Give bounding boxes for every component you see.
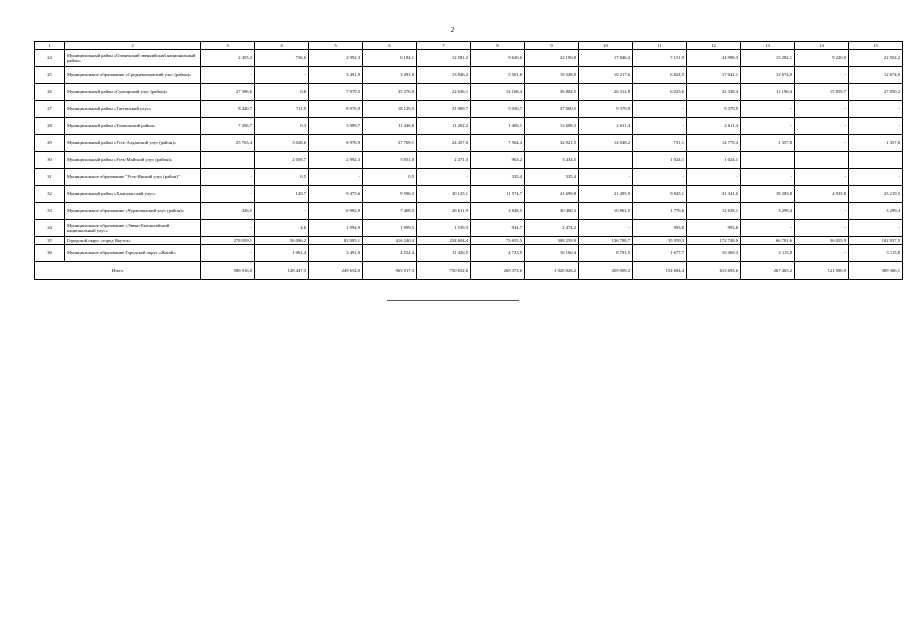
value-cell: 2 611,4	[687, 118, 741, 135]
value-cell: 4 733,9	[471, 245, 525, 262]
row-number-cell: 36	[35, 245, 65, 262]
value-cell: 7 979,5	[309, 84, 363, 101]
value-cell: 12 674,0	[849, 67, 903, 84]
value-cell: 3 848,5	[471, 203, 525, 220]
value-cell: 14 168,4	[471, 84, 525, 101]
value-cell: -	[633, 101, 687, 118]
signature-line	[387, 300, 519, 301]
value-cell: -	[255, 67, 309, 84]
column-header: 4	[255, 42, 309, 50]
row-number-cell: 27	[35, 101, 65, 118]
value-cell: 1 776,6	[633, 203, 687, 220]
value-cell: 711,9	[255, 101, 309, 118]
column-header: 9	[525, 42, 579, 50]
value-cell: 1 994,9	[309, 220, 363, 237]
value-cell: -	[849, 220, 903, 237]
value-cell: 27 396,6	[201, 84, 255, 101]
value-cell: 10 861,5	[579, 203, 633, 220]
value-cell: 0,5	[255, 169, 309, 186]
value-cell: 1 024,1	[633, 152, 687, 169]
value-cell: 993,8	[687, 220, 741, 237]
column-header: 13	[741, 42, 795, 50]
value-cell: 12 581,2	[417, 50, 471, 67]
value-cell: 37 769,1	[363, 135, 417, 152]
value-cell: -	[849, 118, 903, 135]
municipality-name-cell: Муниципальный район «Таттинский улус»	[65, 101, 201, 118]
value-cell: 1 357,8	[741, 135, 795, 152]
value-cell: 416 240,4	[363, 237, 417, 245]
value-cell: -	[795, 118, 849, 135]
row-number-cell: 26	[35, 84, 65, 101]
value-cell: 73 655,5	[471, 237, 525, 245]
total-value-cell: 267 465,2	[741, 262, 795, 280]
value-cell: 4 935,8	[795, 186, 849, 203]
value-cell: 0,5	[363, 169, 417, 186]
value-cell: 19 348,0	[525, 67, 579, 84]
table-row	[35, 203, 903, 220]
value-cell: 21 495,9	[579, 186, 633, 203]
value-cell: -	[795, 203, 849, 220]
value-cell: -	[741, 220, 795, 237]
column-header: 2	[65, 42, 201, 50]
value-cell: 32 021,5	[525, 135, 579, 152]
value-cell: 22 190,8	[525, 50, 579, 67]
total-value-cell: 154 684,4	[633, 262, 687, 280]
value-cell: 23 219,5	[849, 186, 903, 203]
value-cell: 13 846,2	[417, 67, 471, 84]
value-cell: 2 471,3	[417, 152, 471, 169]
value-cell: -	[201, 67, 255, 84]
value-cell: 7 456,7	[201, 118, 255, 135]
value-cell: 24 457,0	[417, 135, 471, 152]
value-cell: -	[795, 101, 849, 118]
value-cell: 2 058,7	[255, 152, 309, 169]
table-row	[35, 50, 903, 67]
value-cell: 8 976,9	[309, 101, 363, 118]
row-number-cell: 25	[35, 67, 65, 84]
value-cell: 2 474,2	[525, 220, 579, 237]
value-cell: 9 220,0	[795, 50, 849, 67]
value-cell: 32 338,4	[687, 84, 741, 101]
column-header: 7	[417, 42, 471, 50]
value-cell: -	[255, 203, 309, 220]
value-cell: 1 999,5	[363, 220, 417, 237]
column-header: 6	[363, 42, 417, 50]
value-cell: 37 000,5	[525, 101, 579, 118]
value-cell: 9 475,6	[309, 186, 363, 203]
value-cell: 6 982,0	[309, 203, 363, 220]
value-cell: 6 184,1	[363, 50, 417, 67]
total-row	[35, 262, 903, 280]
value-cell: 14 779,4	[687, 135, 741, 152]
value-cell: 15 859,7	[795, 84, 849, 101]
value-cell: -	[795, 245, 849, 262]
municipality-name-cell: Муниципальное образование «Эвено-Бытантайский национальный улус»	[65, 220, 201, 237]
value-cell: 172 748,0	[687, 237, 741, 245]
value-cell: 278 059,1	[201, 237, 255, 245]
row-number-cell: 34	[35, 220, 65, 237]
value-cell	[741, 152, 795, 169]
total-value-cell: 459 009,2	[579, 262, 633, 280]
value-cell: 2 611,4	[579, 118, 633, 135]
value-cell: 36 055,9	[795, 237, 849, 245]
column-header: 10	[579, 42, 633, 50]
value-cell: 7 408,5	[363, 203, 417, 220]
data-table	[34, 41, 903, 280]
value-cell: 30 460,3	[525, 203, 579, 220]
total-value-cell: 750 652,6	[417, 262, 471, 280]
value-cell: -	[201, 169, 255, 186]
value-cell: 41 699,8	[525, 186, 579, 203]
value-cell: 0,3	[255, 118, 309, 135]
value-cell: 1 024,1	[687, 152, 741, 169]
value-cell: -	[741, 118, 795, 135]
total-value-cell: 613 693,6	[687, 262, 741, 280]
value-cell: 3 491,0	[309, 245, 363, 262]
total-value-cell: 389 366,1	[849, 262, 903, 280]
value-cell: 736,6	[255, 50, 309, 67]
value-cell: 30 125,1	[417, 186, 471, 203]
value-cell: -	[795, 169, 849, 186]
value-cell: 66 781,6	[741, 237, 795, 245]
value-cell: 993,8	[633, 220, 687, 237]
value-cell: -	[849, 101, 903, 118]
value-cell: 9 845,1	[633, 186, 687, 203]
table-row	[35, 67, 903, 84]
column-header: 12	[687, 42, 741, 50]
value-cell: 9 620,6	[471, 50, 525, 67]
value-cell: 10 217,6	[579, 67, 633, 84]
total-value-cell: 269 373,6	[471, 262, 525, 280]
value-cell: 3 299,4	[849, 203, 903, 220]
municipality-name-cell: Муниципальный район «Усть-Майский улус (район)»	[65, 152, 201, 169]
table-row	[35, 245, 903, 262]
value-cell: 3 434,5	[525, 152, 579, 169]
value-cell: 5 501,8	[471, 67, 525, 84]
value-cell: 335,4	[525, 169, 579, 186]
value-cell: 234 604,4	[417, 237, 471, 245]
municipality-name-cell: Муниципальный район «Сунтарский улус (район)»	[65, 84, 201, 101]
value-cell: 1 539,5	[417, 220, 471, 237]
value-cell: 2 992,3	[309, 50, 363, 67]
table-row	[35, 220, 903, 237]
row-number-cell: 28	[35, 118, 65, 135]
value-cell: 4,6	[255, 220, 309, 237]
value-cell: -	[795, 67, 849, 84]
value-cell: 5 051,0	[363, 152, 417, 169]
table-row	[35, 84, 903, 101]
value-cell: 25 763,4	[201, 135, 255, 152]
value-cell: -	[795, 135, 849, 152]
row-number-cell: 29	[35, 135, 65, 152]
value-cell: 934,7	[471, 220, 525, 237]
total-value-cell: 128 447,3	[255, 262, 309, 280]
value-cell: 18 129,5	[363, 101, 417, 118]
total-value-cell: 249 654,0	[309, 262, 363, 280]
value-cell: 11 202,2	[417, 118, 471, 135]
row-number-cell: 32	[35, 186, 65, 203]
table-header-row	[35, 42, 903, 50]
row-number-cell: 31	[35, 169, 65, 186]
row-number-cell: 33	[35, 203, 65, 220]
value-cell: 11 190,4	[741, 84, 795, 101]
value-cell: 22 502,2	[849, 50, 903, 67]
value-cell: 10 469,3	[687, 245, 741, 262]
value-cell: 26 611,9	[417, 203, 471, 220]
value-cell: 9 596,3	[363, 186, 417, 203]
municipality-name-cell: Муниципальный район «Хангаласский улус»	[65, 186, 201, 203]
value-cell: -	[579, 169, 633, 186]
value-cell: -	[633, 118, 687, 135]
table-row	[35, 169, 903, 186]
value-cell: 6 824,5	[633, 67, 687, 84]
value-cell: 9 379,9	[687, 101, 741, 118]
column-header: 11	[633, 42, 687, 50]
value-cell: 8 440,7	[201, 101, 255, 118]
total-value-cell: 965 017,3	[363, 262, 417, 280]
value-cell: 11 574,7	[471, 186, 525, 203]
column-header: 1	[35, 42, 65, 50]
value-cell: 18 283,8	[741, 186, 795, 203]
table-row	[35, 152, 903, 169]
value-cell: -	[633, 169, 687, 186]
value-cell: 27 050,2	[849, 84, 903, 101]
value-cell: 24 998,3	[687, 50, 741, 67]
value-cell: 12 608,3	[525, 118, 579, 135]
value-cell: 963,2	[471, 152, 525, 169]
value-cell: -	[201, 186, 255, 203]
value-cell	[795, 152, 849, 169]
column-header: 5	[309, 42, 363, 50]
municipality-name-cell: Муниципальный район «Усть-Алданский улус (район)»	[65, 135, 201, 152]
total-value-cell: 586 916,0	[201, 262, 255, 280]
value-cell: 35 376,9	[363, 84, 417, 101]
value-cell: 26 312,8	[579, 84, 633, 101]
table-row	[35, 237, 903, 245]
value-cell: -	[849, 169, 903, 186]
value-cell: 12 638,1	[687, 203, 741, 220]
value-cell: -	[795, 220, 849, 237]
page-number: 2	[450, 26, 455, 34]
value-cell: 102 837,5	[849, 237, 903, 245]
value-cell: -	[309, 169, 363, 186]
value-cell	[579, 152, 633, 169]
value-cell: -	[201, 245, 255, 262]
value-cell: 17 042,1	[687, 67, 741, 84]
value-cell: 56 096,2	[255, 237, 309, 245]
row-number-cell: 30	[35, 152, 65, 169]
value-cell: 31 341,0	[687, 186, 741, 203]
value-cell: 16 160,4	[525, 245, 579, 262]
value-cell: 6 025,6	[633, 84, 687, 101]
municipality-name-cell: Муниципальное образование «Чурапчинский улус (район)»	[65, 203, 201, 220]
value-cell: 82 085,1	[309, 237, 363, 245]
municipality-name-cell: Муниципальное образование Городской округ «Жатай»	[65, 245, 201, 262]
column-header: 14	[795, 42, 849, 50]
value-cell: 7 151,9	[633, 50, 687, 67]
value-cell: 12 674,0	[741, 67, 795, 84]
table-body	[35, 50, 903, 280]
value-cell: 1 406,1	[471, 118, 525, 135]
value-cell: 3 491,0	[309, 67, 363, 84]
value-cell: 9 379,9	[579, 101, 633, 118]
value-cell: 11 446,6	[363, 118, 417, 135]
value-cell: 1 357,8	[849, 135, 903, 152]
value-cell: 335,4	[471, 169, 525, 186]
value-cell: 0,8	[255, 84, 309, 101]
value-cell: 3 028,6	[255, 135, 309, 152]
value-cell: 2 992,3	[309, 152, 363, 169]
value-cell: -	[741, 169, 795, 186]
total-label-cell: Итого	[35, 262, 201, 280]
municipality-name-cell: Муниципальный район «Томпонский район»	[65, 118, 201, 135]
value-cell: 36 804,5	[525, 84, 579, 101]
value-cell: -	[201, 220, 255, 237]
table-row	[35, 101, 903, 118]
value-cell: 4 552,4	[363, 245, 417, 262]
municipality-name-cell: Городской округ «город Якутск»	[65, 237, 201, 245]
value-cell: 3 115,8	[741, 245, 795, 262]
value-cell: 8 791,5	[579, 245, 633, 262]
row-number-cell: 24	[35, 50, 65, 67]
column-header: 3	[201, 42, 255, 50]
column-header: 15	[849, 42, 903, 50]
value-cell: 3 491,0	[363, 67, 417, 84]
value-cell: 7 564,4	[471, 135, 525, 152]
value-cell: 3 989,7	[309, 118, 363, 135]
data-table-container	[34, 41, 900, 280]
value-cell: -	[687, 169, 741, 186]
value-cell: 13 282,1	[741, 50, 795, 67]
total-value-cell: 121 900,9	[795, 262, 849, 280]
value-cell: 136 788,7	[579, 237, 633, 245]
value-cell: 11 426,5	[417, 245, 471, 262]
table-row	[35, 135, 903, 152]
value-cell: -	[741, 101, 795, 118]
table-row	[35, 186, 903, 203]
value-cell: 35 959,3	[633, 237, 687, 245]
value-cell: 731,1	[633, 135, 687, 152]
row-number-cell: 35	[35, 237, 65, 245]
value-cell	[849, 152, 903, 169]
municipality-name-cell: Муниципальное образование «Среднеколымский улус (район)»	[65, 67, 201, 84]
value-cell: -	[417, 169, 471, 186]
value-cell: 426,5	[201, 203, 255, 220]
value-cell: 308 259,9	[525, 237, 579, 245]
value-cell: 5 030,7	[471, 101, 525, 118]
column-header: 8	[471, 42, 525, 50]
value-cell: 120,7	[255, 186, 309, 203]
value-cell: 17 846,4	[579, 50, 633, 67]
municipality-name-cell: Муниципальный район «Оленекский эвенкийский национальный район»	[65, 50, 201, 67]
value-cell: 22 636,1	[417, 84, 471, 101]
value-cell: -	[579, 220, 633, 237]
total-value-cell: 1 020 026,2	[525, 262, 579, 280]
municipality-name-cell: Муниципальное образование "Усть-Янский улус (район)"	[65, 169, 201, 186]
value-cell: 2 455,2	[201, 50, 255, 67]
table-row	[35, 118, 903, 135]
value-cell: 1 061,4	[255, 245, 309, 262]
value-cell: 8 976,9	[309, 135, 363, 152]
value-cell: 14 048,2	[579, 135, 633, 152]
value-cell: 31 969,7	[417, 101, 471, 118]
value-cell: 3 299,4	[741, 203, 795, 220]
value-cell: 1 677,7	[633, 245, 687, 262]
value-cell	[201, 152, 255, 169]
value-cell: 3 115,8	[849, 245, 903, 262]
